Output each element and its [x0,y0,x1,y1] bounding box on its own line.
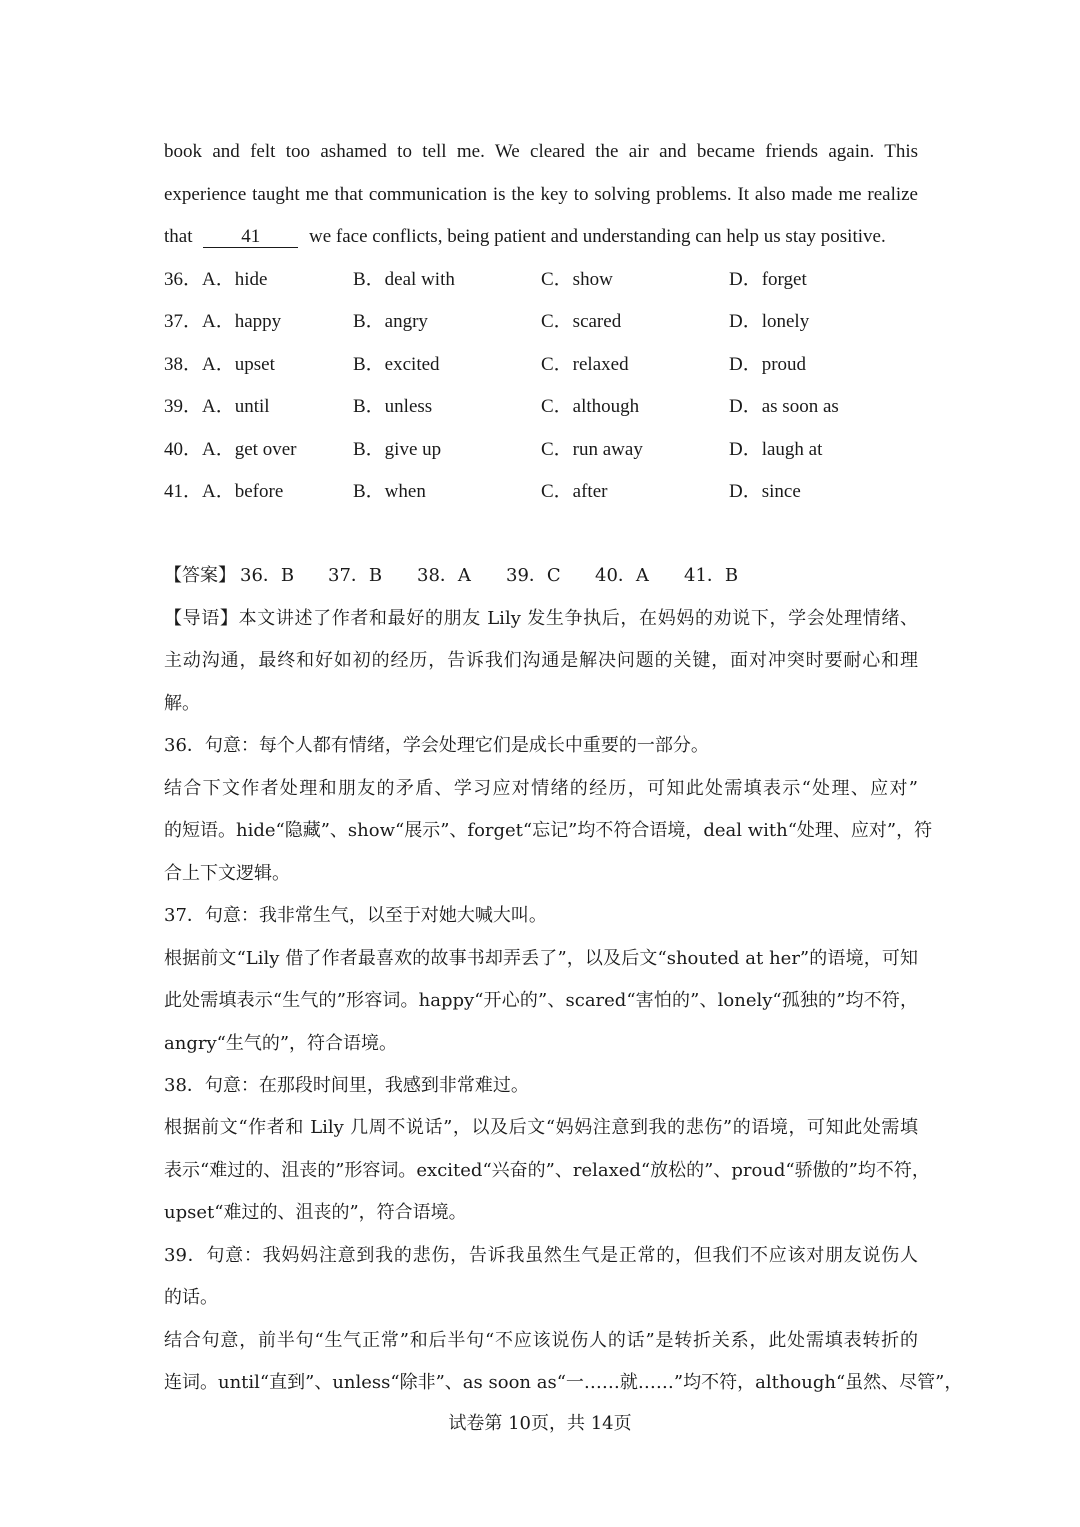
option-d: D．since [729,481,801,502]
option-num: 37．A．happy [164,311,282,332]
option-c: C．show [541,269,613,290]
option-b: B．excited [353,354,440,375]
q37-line-3: angry“生气的”，符合语境。 [164,1033,398,1054]
option-c: C．after [541,481,608,502]
option-b: B．unless [353,396,433,417]
q39-line-1: 结合句意，前半句“生气正常”和后半句“不应该说伤人的话”是转折关系，此处需填表转折的 [164,1330,918,1351]
intro-line-1 [164,606,918,632]
option-b: B．deal with [353,269,455,290]
option-c: C．run away [541,439,643,460]
intro-line-2: 主动沟通，最终和好如初的经历，告诉我们沟通是解决问题的关键，面对冲突时要耐心和理 [164,650,918,671]
q36-line-3: 合上下文逻辑。 [164,863,290,884]
option-d: D．as soon as [729,396,839,417]
option-b: B．angry [353,311,428,332]
option-c: C．scared [541,311,622,332]
option-num: 39．A．until [164,396,270,417]
option-d: D．forget [729,269,807,290]
option-num: 40．A．get over [164,439,297,460]
q38-line-2: 表示“难过的、沮丧的”形容词。excited“兴奋的”、relaxed“放松的”、proud“骄傲的”均不符， [164,1160,930,1181]
answer-item: 40．A [595,565,649,586]
options-row-41 [164,479,924,505]
options-row-37 [164,309,924,335]
option-c: C．relaxed [541,354,629,375]
q38-line-3: upset“难过的、沮丧的”，符合语境。 [164,1202,467,1223]
blank-41: 41 [203,227,298,248]
q38-line-1: 根据前文“作者和 Lily 几周不说话”，以及后文“妈妈注意到我的悲伤”的语境，可知此处需填 [164,1117,918,1138]
passage-line-1: book and felt too ashamed to tell me. We cleared the air and became friends again. This [164,141,918,162]
answer-item: 37．B [328,565,383,586]
q36-title: 36．句意：每个人都有情绪，学会处理它们是成长中重要的一部分。 [164,735,709,756]
option-num: 38．A．upset [164,354,275,375]
intro-line-3: 解。 [164,693,200,714]
q39-title: 39．句意：我妈妈注意到我的悲伤，告诉我虽然生气是正常的，但我们不应该对朋友说伤人 [164,1245,918,1266]
option-d: D．laugh at [729,439,823,460]
q37-line-1: 根据前文“Lily 借了作者最喜欢的故事书却弄丢了”，以及后文“shouted at her”的语境，可知 [164,948,918,969]
options-row-36 [164,267,924,293]
q39-line-2: 连词。until“直到”、unless“除非”、as soon as“一……就……”均不符，although“虽然、尽管”， [164,1372,963,1393]
passage-line-2: experience taught me that communication is the key to solving problems. It also made me realize [164,184,918,205]
option-c: C．although [541,396,640,417]
options-row-40 [164,437,924,463]
option-b: B．give up [353,439,442,460]
q36-line-2: 的短语。hide“隐藏”、show“展示”、forget“忘记”均不符合语境，deal with“处理、应对”，符 [164,820,933,841]
option-d: D．proud [729,354,807,375]
options-row-38 [164,352,924,378]
page-footer: 试卷第 10页，共 14页 [448,1413,632,1434]
passage-line-3-end: we face conflicts, being patient and understanding can help us stay positive. [309,226,886,247]
option-b: B．when [353,481,426,502]
passage-line-3 [164,224,918,250]
options-row-39 [164,394,924,420]
q37-title: 37．句意：我非常生气，以至于对她大喊大叫。 [164,905,547,926]
q39-title-2: 的话。 [164,1287,218,1308]
intro-text: 本文讲述了作者和最好的朋友 Lily 发生争执后，在妈妈的劝说下，学会处理情绪、 [238,608,919,629]
option-d: D．lonely [729,311,810,332]
answer-item: 39．C [506,565,561,586]
passage-line-3-start: that [164,226,193,247]
q36-line-1: 结合下文作者处理和朋友的矛盾、学习应对情绪的经历，可知此处需填表示“处理、应对” [164,778,918,799]
answer-label: 【答案】 [164,565,236,586]
intro-label: 【导语】 [164,608,239,629]
answer-item: 41．B [684,565,739,586]
answer-item: 38．A [417,565,471,586]
answer-item: 36．B [240,565,295,586]
q38-title: 38．句意：在那段时间里，我感到非常难过。 [164,1075,529,1096]
q37-line-2: 此处需填表示“生气的”形容词。happy“开心的”、scared“害怕的”、lonely“孤独的”均不符， [164,990,918,1011]
option-num: 41．A．before [164,481,284,502]
option-num: 36．A．hide [164,269,268,290]
